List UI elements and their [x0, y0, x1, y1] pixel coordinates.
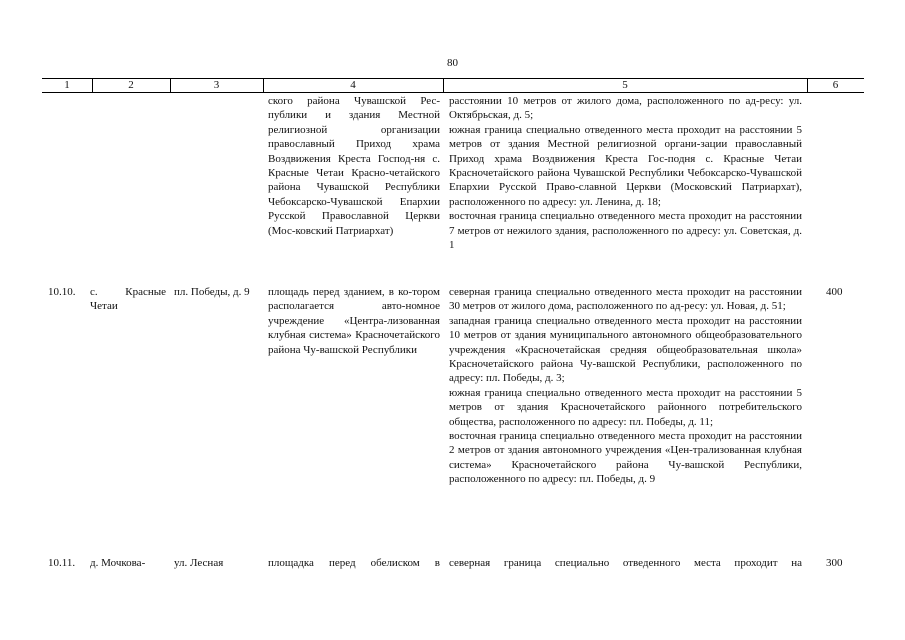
header-col-3: 3 — [213, 79, 220, 91]
address: ул. Лесная — [174, 557, 224, 569]
header-col-5: 5 — [622, 79, 628, 91]
boundary-line: восточная граница специально отведенного места проходит на расстоянии 2 метров от здания автономного учреждения «Цен-трализованная клубная система» Красночетайского района Чу-вашской Республики, расположенного по адресу: пл. Победы, д. 9 — [449, 430, 802, 486]
boundary-line: северная граница специально отведенного места проходит на расстоянии 30 метров от жилого дома, расположенного по ад-ресу: ул. Новая, д. 51; — [449, 286, 802, 313]
area-value: 400 — [826, 286, 843, 298]
row-number: 10.11. — [48, 557, 76, 569]
boundaries — [449, 285, 802, 487]
area-value: 300 — [826, 557, 843, 569]
boundary-line: южная граница специально отведенного места проходит на расстоянии 5 метров от здания Местной религиозной органи-зации православный Приход храма Воздвижения Креста Гос-подня с. Красные Четаи Красночетайского района Чувашской Республики Чебоксарско-Чувашской Епархии Русской Право-славной Церкви (Московский Патриархат), расположенного по адресу: ул. Ленина, д. 18; — [449, 123, 802, 208]
boundary-line: расстоянии 10 метров от жилого дома, расположенного по ад-ресу: ул. Октябрьская, д. 5; — [449, 95, 802, 122]
boundaries: северная граница специально отведенного места проходит на — [449, 557, 802, 569]
header-col-2: 2 — [128, 79, 134, 91]
row-number: 10.10. — [48, 286, 76, 298]
continued-boundaries — [449, 94, 802, 252]
continued-place-description: ского района Чувашской Рес-публики и здания Местной религиозной организации православный Приход храма Воздвижения Креста Господ-ня с. Красные Четаи Красно-четайского района Чувашской Республики Чебоксарско-Чувашской Епархии Русской Православной Церкви (Мос-ковский Патриархат) — [268, 95, 440, 237]
boundary-line: южная граница специально отведенного места проходит на расстоянии 5 метров от здания Красночетайского районного потребительского общества, расположенного по адресу: пл. Победы, д. 11; — [449, 386, 802, 428]
boundary-line: западная граница специально отведенного места проходит на расстоянии 10 метров от здания муниципального автономного общеобразовательного учреждения «Красночетайская средняя общеобразовательная школа» Красночетайского района Чу-вашской Республики, расположенного по адресу: пл. Победы, д. 3; — [449, 314, 802, 385]
header-col-6: 6 — [832, 79, 839, 91]
settlement: с. Красные Четаи — [90, 286, 166, 313]
place-description: площадь перед зданием, в ко-тором располагается авто-номное учреждение «Центра-лизованная клубная система» Красночетайского района Чу-вашской Республики — [268, 286, 440, 356]
page-number: 80 — [447, 57, 458, 69]
header-col-4: 4 — [350, 79, 356, 91]
boundary-line: восточная граница специально отведенного места проходит на расстоянии 7 метров от нежилого здания, расположенного по адресу: ул. Советская, д. 1 — [449, 210, 802, 252]
address: пл. Победы, д. 9 — [174, 286, 250, 298]
settlement: д. Мочкова- — [90, 557, 146, 569]
place-description: площадка перед обелиском в — [268, 557, 440, 569]
column-header-row — [42, 78, 864, 93]
header-col-1: 1 — [64, 79, 70, 91]
